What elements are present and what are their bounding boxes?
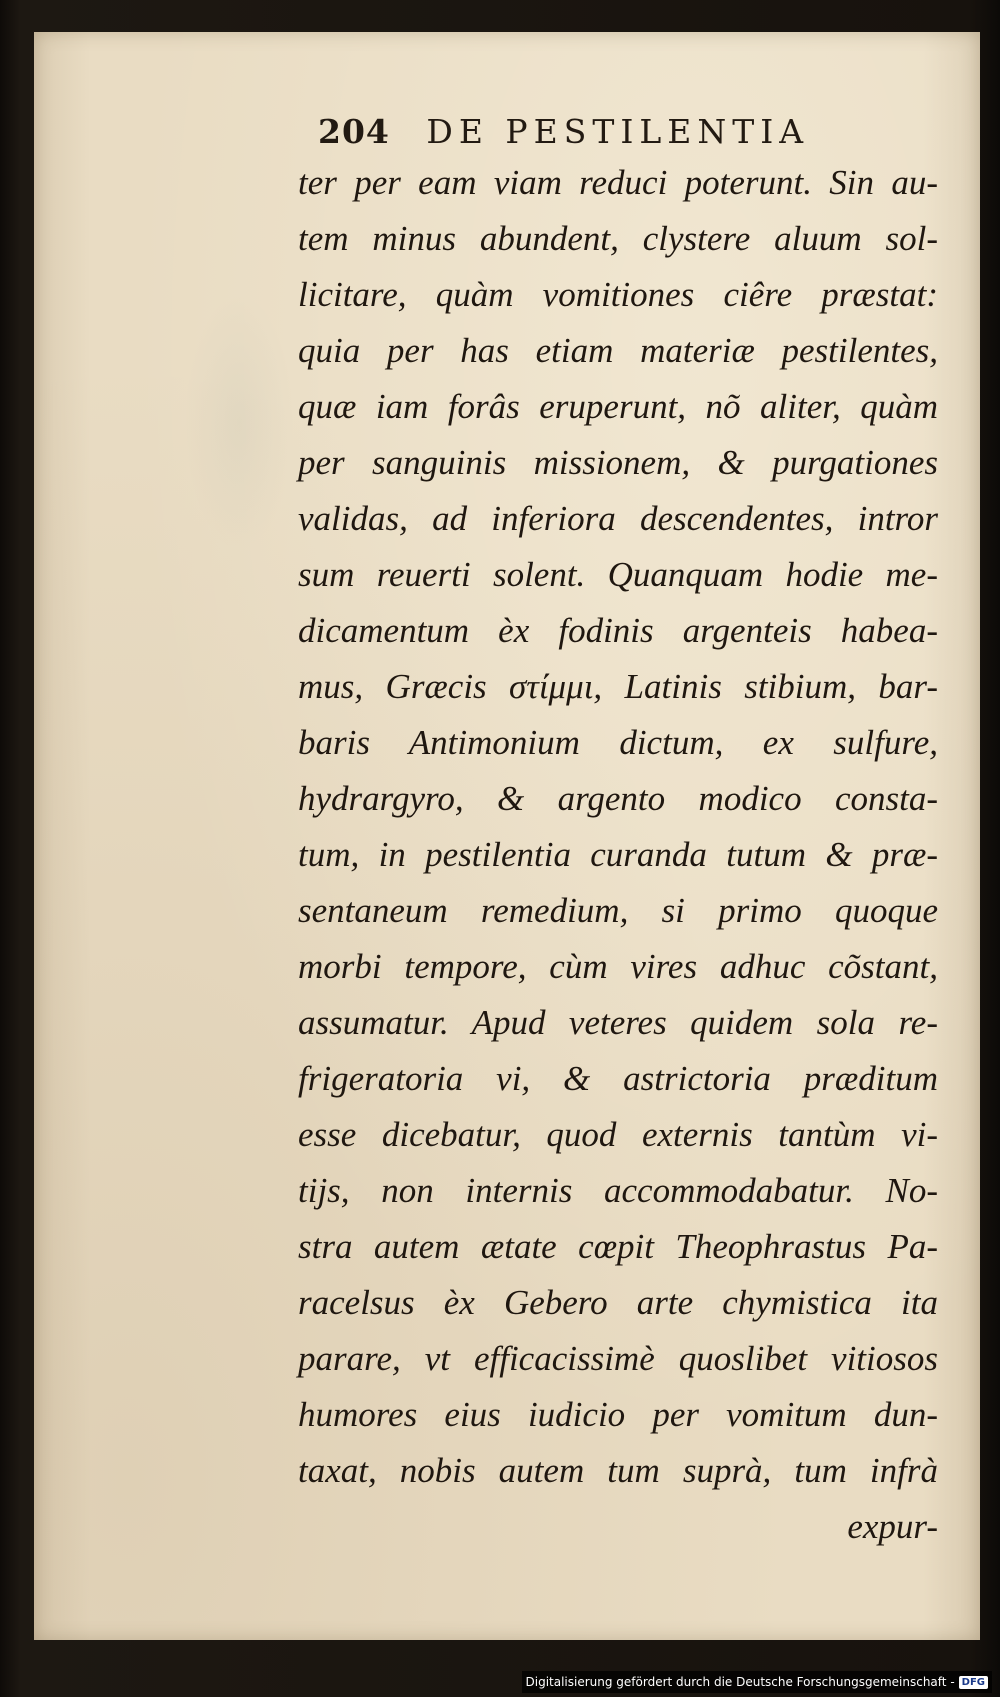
ink-bleed-through (184, 292, 294, 552)
text-line: parare, vt efficacissimè quoslibet vitiosos (298, 1339, 938, 1378)
text-line: ter per eam viam reduci poterunt. Sin au- (298, 163, 938, 202)
digitization-credit (522, 1671, 993, 1693)
text-line: mus, Græcis στίμμι, Latinis stibium, bar- (298, 667, 938, 706)
text-line: frigeratoria vi, & astrictoria præditum (298, 1059, 938, 1098)
page-number: 204 (318, 112, 390, 151)
text-line: taxat, nobis autem tum suprà, tum infrà (298, 1451, 938, 1490)
text-line: tum, in pestilentia curanda tutum & præ- (298, 835, 938, 874)
credit-text: Digitalisierung gefördert durch die Deutsche Forschungsgemeinschaft - (525, 1675, 955, 1689)
text-line: tijs, non internis accommodabatur. No- (298, 1171, 938, 1210)
text-line: licitare, quàm vomitiones ciêre præstat: (298, 275, 938, 314)
text-line: dicamentum èx fodinis argenteis habea- (298, 611, 938, 650)
text-line: validas, ad inferiora descendentes, intror (298, 499, 938, 538)
body-text (298, 155, 938, 1555)
text-line: sentaneum remedium, si primo quoque (298, 891, 938, 930)
text-line: sum reuerti solent. Quanquam hodie me- (298, 555, 938, 594)
text-line: quia per has etiam materiæ pestilentes, (298, 331, 938, 370)
text-line: quæ iam forâs eruperunt, nõ aliter, quàm (298, 387, 938, 426)
text-line: stra autem ætate cœpit Theophrastus Pa- (298, 1227, 938, 1266)
text-line: baris Antimonium dictum, ex sulfure, (298, 723, 938, 762)
running-head (318, 112, 878, 151)
text-line: morbi tempore, cùm vires adhuc cõstant, (298, 947, 938, 986)
text-line: esse dicebatur, quod externis tantùm vi- (298, 1115, 938, 1154)
running-title: DE PESTILENTIA (426, 112, 810, 151)
text-line: hydrargyro, & argento modico consta- (298, 779, 938, 818)
text-line: racelsus èx Gebero arte chymistica ita (298, 1283, 938, 1322)
dfg-logo-icon: DFG (959, 1676, 988, 1689)
text-line: assumatur. Apud veteres quidem sola re- (298, 1003, 938, 1042)
text-line: per sanguinis missionem, & purgationes (298, 443, 938, 482)
text-line: humores eius iudicio per vomitum dun- (298, 1395, 938, 1434)
text-line: tem minus abundent, clystere aluum sol- (298, 219, 938, 258)
catchword: expur- (847, 1507, 938, 1546)
